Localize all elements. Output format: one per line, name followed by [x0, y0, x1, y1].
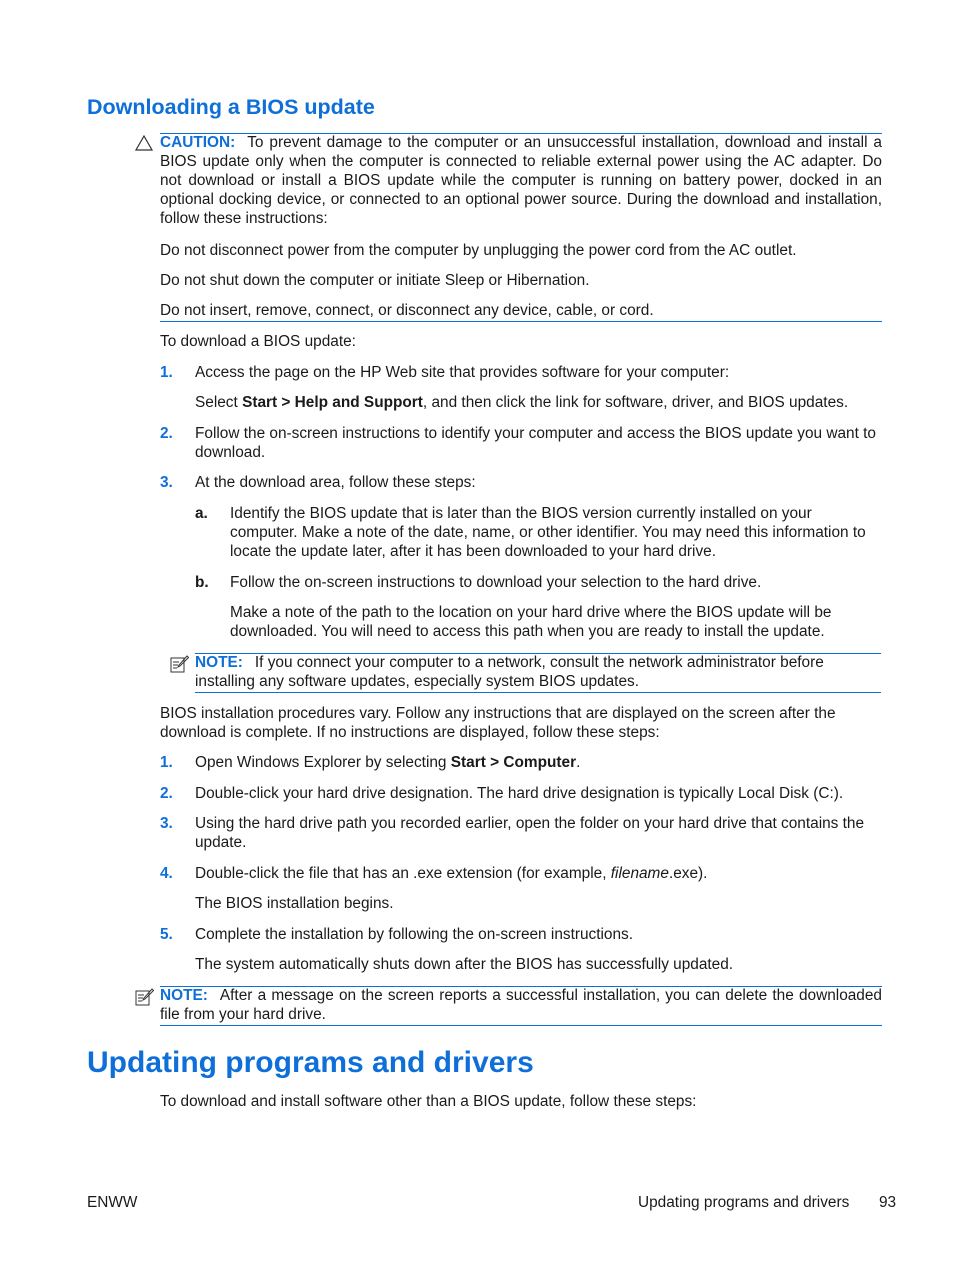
caution-point: Do not disconnect power from the computer by unplugging the power cord from the AC outlet.: [160, 242, 797, 259]
note-bottom-rule: [160, 1025, 882, 1026]
warning-triangle-icon: [135, 135, 153, 151]
step-detail: Select Start > Help and Support, and then click the link for software, driver, and BIOS updates.: [195, 394, 849, 411]
section-heading: Updating programs and drivers: [87, 1046, 534, 1079]
step-number: 1.: [160, 754, 173, 771]
footer-left: ENWW: [87, 1194, 138, 1211]
substep-label: b.: [195, 574, 209, 591]
step-number: 2.: [160, 425, 173, 442]
substep-label: a.: [195, 505, 208, 522]
caution-point: Do not shut down the computer or initiate Sleep or Hibernation.: [160, 272, 590, 289]
page-number: 93: [879, 1194, 897, 1211]
note-paragraph: [195, 653, 881, 691]
note-label: NOTE:: [195, 654, 243, 671]
caution-point: Do not insert, remove, connect, or disconnect any device, cable, or cord.: [160, 302, 654, 319]
step-text: Complete the installation by following the on-screen instructions.: [195, 926, 634, 943]
caution-label: CAUTION:: [160, 134, 236, 151]
step-text: Access the page on the HP Web site that provides software for your computer:: [195, 364, 730, 381]
section-intro: To download and install software other than a BIOS update, follow these steps:: [160, 1093, 697, 1110]
substep-detail: Make a note of the path to the location on your hard drive where the BIOS update will be downloaded. You will need to access this path when you are ready to install the update.: [230, 604, 832, 640]
step-text: Double-click your hard drive designation. The hard drive designation is typically Local Disk (C:).: [195, 785, 844, 802]
menu-path: Start > Computer: [450, 754, 577, 771]
caution-bottom-rule: [160, 321, 882, 322]
substep-text: Follow the on-screen instructions to download your selection to the hard drive.: [230, 574, 762, 591]
step-detail: The system automatically shuts down after the BIOS has successfully updated.: [195, 956, 734, 973]
note-label: NOTE:: [160, 987, 208, 1004]
note-bottom-rule: [195, 692, 881, 693]
caution-text: To prevent damage to the computer or an unsuccessful installation, download and install a BIOS update only when the computer is connected to reliable external power using the AC adapter. Do not download or install a BIOS update while the computer is running on battery power, docked in an optional docking device, or connected to an optional power source. During the download and installation, follow these instructions:: [160, 134, 882, 227]
step-text: Double-click the file that has an .exe extension (for example, filename.exe).: [195, 865, 708, 882]
footer-title: Updating programs and drivers: [638, 1194, 850, 1211]
note-paragraph: [160, 986, 882, 1024]
step-text: Open Windows Explorer by selecting Start > Computer.: [195, 754, 581, 771]
step-number: 2.: [160, 785, 173, 802]
note-pencil-icon: [170, 655, 189, 673]
step-text: At the download area, follow these steps:: [195, 474, 476, 491]
step-number: 1.: [160, 364, 173, 381]
step-text: Using the hard drive path you recorded earlier, open the folder on your hard drive that contains the update.: [195, 815, 865, 851]
note-pencil-icon: [135, 988, 154, 1006]
caution-paragraph: [160, 133, 882, 228]
step-text: Follow the on-screen instructions to identify your computer and access the BIOS update you want to download.: [195, 425, 876, 461]
download-intro: To download a BIOS update:: [160, 333, 356, 350]
install-intro: BIOS installation procedures vary. Follow any instructions that are displayed on the screen after the download is complete. If no instructions are displayed, follow these steps:: [160, 705, 836, 741]
section-heading: Downloading a BIOS update: [87, 95, 375, 119]
note-text: After a message on the screen reports a successful installation, you can delete the downloaded file from your hard drive.: [160, 987, 882, 1023]
step-number: 5.: [160, 926, 173, 943]
step-number: 4.: [160, 865, 173, 882]
substep-text: Identify the BIOS update that is later than the BIOS version currently installed on your computer. Make a note of the date, name, or other identifier. You may need this information to locate the update later, after it has been downloaded to your hard drive.: [230, 505, 866, 560]
step-number: 3.: [160, 815, 173, 832]
step-number: 3.: [160, 474, 173, 491]
step-detail: The BIOS installation begins.: [195, 895, 394, 912]
note-text: If you connect your computer to a network, consult the network administrator before installing any software updates, especially system BIOS updates.: [195, 654, 824, 690]
menu-path: Start > Help and Support: [242, 394, 423, 411]
